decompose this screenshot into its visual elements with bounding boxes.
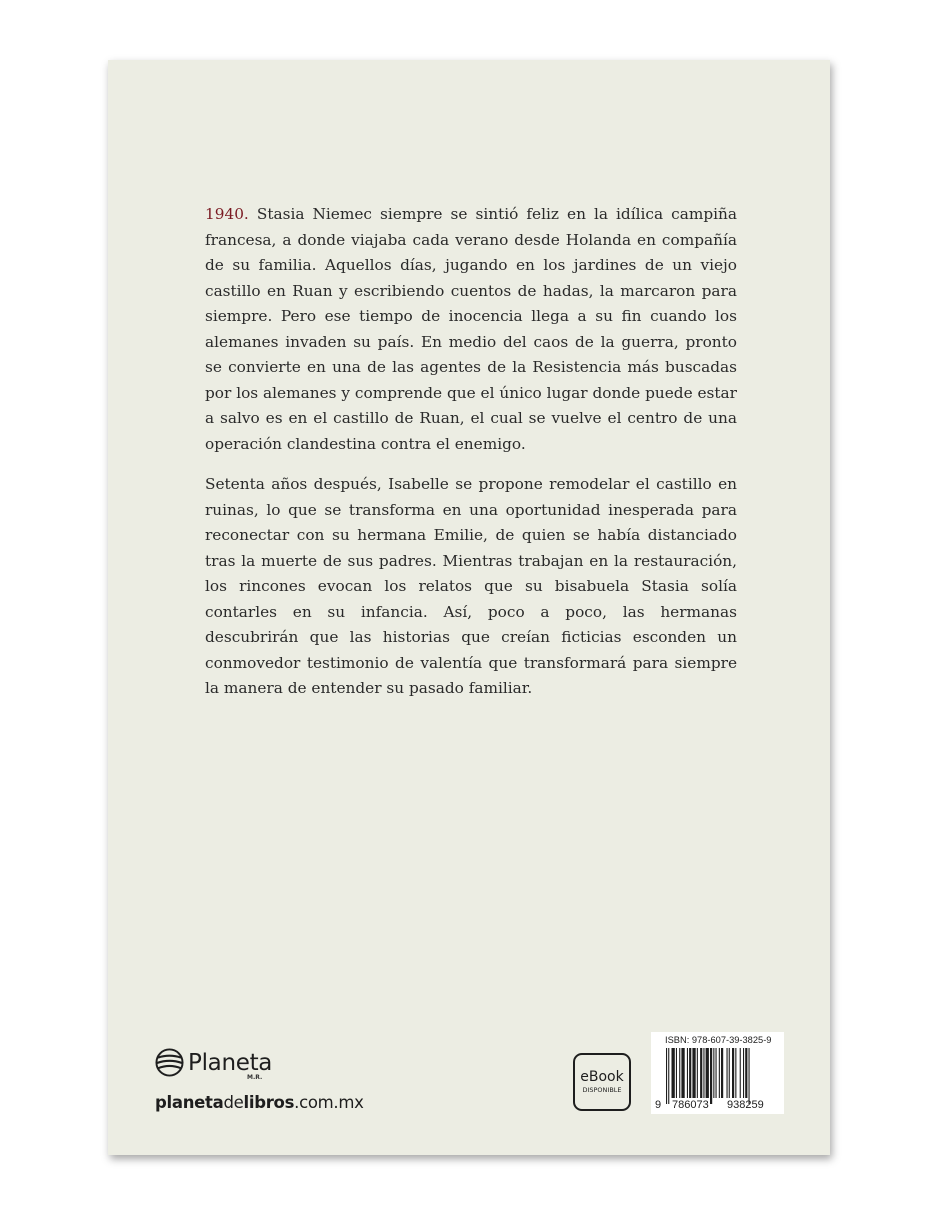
planeta-globe-icon bbox=[155, 1048, 184, 1077]
barcode-bar bbox=[727, 1048, 728, 1098]
barcode-bar bbox=[719, 1048, 720, 1098]
barcode-bars bbox=[651, 1048, 784, 1104]
barcode-bar bbox=[666, 1048, 667, 1104]
synopsis bbox=[205, 202, 737, 717]
barcode-bar bbox=[687, 1048, 688, 1098]
synopsis-year: 1940. bbox=[205, 205, 249, 223]
book-back-cover bbox=[108, 60, 830, 1155]
ebook-title: eBook bbox=[580, 1069, 624, 1085]
barcode-bar bbox=[676, 1048, 677, 1098]
barcode-bar bbox=[697, 1048, 698, 1098]
barcode-bar bbox=[721, 1048, 723, 1098]
isbn-barcode bbox=[651, 1032, 784, 1114]
barcode-bar bbox=[672, 1048, 675, 1098]
ebook-subtitle: DISPONIBLE bbox=[582, 1086, 622, 1094]
barcode-bar bbox=[749, 1048, 750, 1104]
barcode-group-1: 786073 bbox=[672, 1099, 709, 1111]
publisher-logo bbox=[155, 1048, 273, 1081]
barcode-bar bbox=[681, 1048, 684, 1098]
synopsis-paragraph-2: Setenta años después, Isabelle se propone remodelar el castillo en ruinas, lo que se transforma en una oportunidad inesperada para reconectar con su hermana Emilie, de quien se había distanciado tras la muerte de sus padres. Mientras trabajan en la restauración, los rincones evocan los relatos que su bisabuela Stasia solía contarles en su infancia. Así, poco a poco, las hermanas descubrirán que las historias que creían ficticias esconden un conmovedor testimonio de valentía que transformará para siempre la manera de entender su pasado familiar. bbox=[205, 475, 737, 697]
barcode-bar bbox=[679, 1048, 680, 1098]
website-part-3: libros bbox=[243, 1093, 295, 1112]
barcode-bar bbox=[710, 1048, 712, 1104]
barcode-bar bbox=[745, 1048, 747, 1098]
website-part-4: .com.mx bbox=[294, 1093, 364, 1112]
synopsis-paragraph-1 bbox=[205, 202, 737, 457]
barcode-bar bbox=[703, 1048, 704, 1098]
barcode-bar bbox=[668, 1048, 669, 1104]
publisher-website bbox=[155, 1093, 364, 1112]
barcode-bar bbox=[716, 1048, 717, 1098]
synopsis-paragraph-1-text: Stasia Niemec siempre se sintió feliz en la idílica campiña francesa, a donde viajaba cada verano desde Holanda en compañía de su familia. Aquellos días, jugando en los jardines de un viejo castillo en Ruan y escribiendo cuentos de hadas, la marcaron para siempre. Pero ese tiempo de inocencia llega a su fin cuando los alemanes invaden su país. En medio del caos de la guerra, pronto se convierte en una de las agentes de la Resistencia más buscadas por los alemanes y comprende que el único lugar donde puede estar a salvo es en el castillo de Ruan, el cual se vuelve el centro de una operación clandestina contra el enemigo. bbox=[205, 205, 737, 453]
barcode-bar bbox=[689, 1048, 691, 1098]
registered-mark: M.R. bbox=[247, 1074, 263, 1081]
isbn-label: ISBN: 978-607-39-3825-9 bbox=[665, 1035, 772, 1045]
barcode-bar bbox=[692, 1048, 695, 1098]
barcode-bar bbox=[700, 1048, 702, 1098]
barcode-group-2: 938259 bbox=[727, 1099, 764, 1111]
website-part-2: de bbox=[223, 1093, 244, 1112]
barcode-bar bbox=[743, 1048, 744, 1098]
barcode-bar bbox=[732, 1048, 734, 1098]
barcode-bar bbox=[713, 1048, 714, 1098]
barcode-bar bbox=[706, 1048, 709, 1098]
barcode-bar bbox=[735, 1048, 736, 1098]
barcode-lead-digit: 9 bbox=[655, 1099, 662, 1111]
publisher-name: Planeta bbox=[188, 1049, 273, 1076]
barcode-bar bbox=[729, 1048, 730, 1098]
ebook-badge bbox=[573, 1053, 631, 1111]
barcode-bar bbox=[740, 1048, 741, 1098]
website-part-1: planeta bbox=[155, 1093, 224, 1112]
